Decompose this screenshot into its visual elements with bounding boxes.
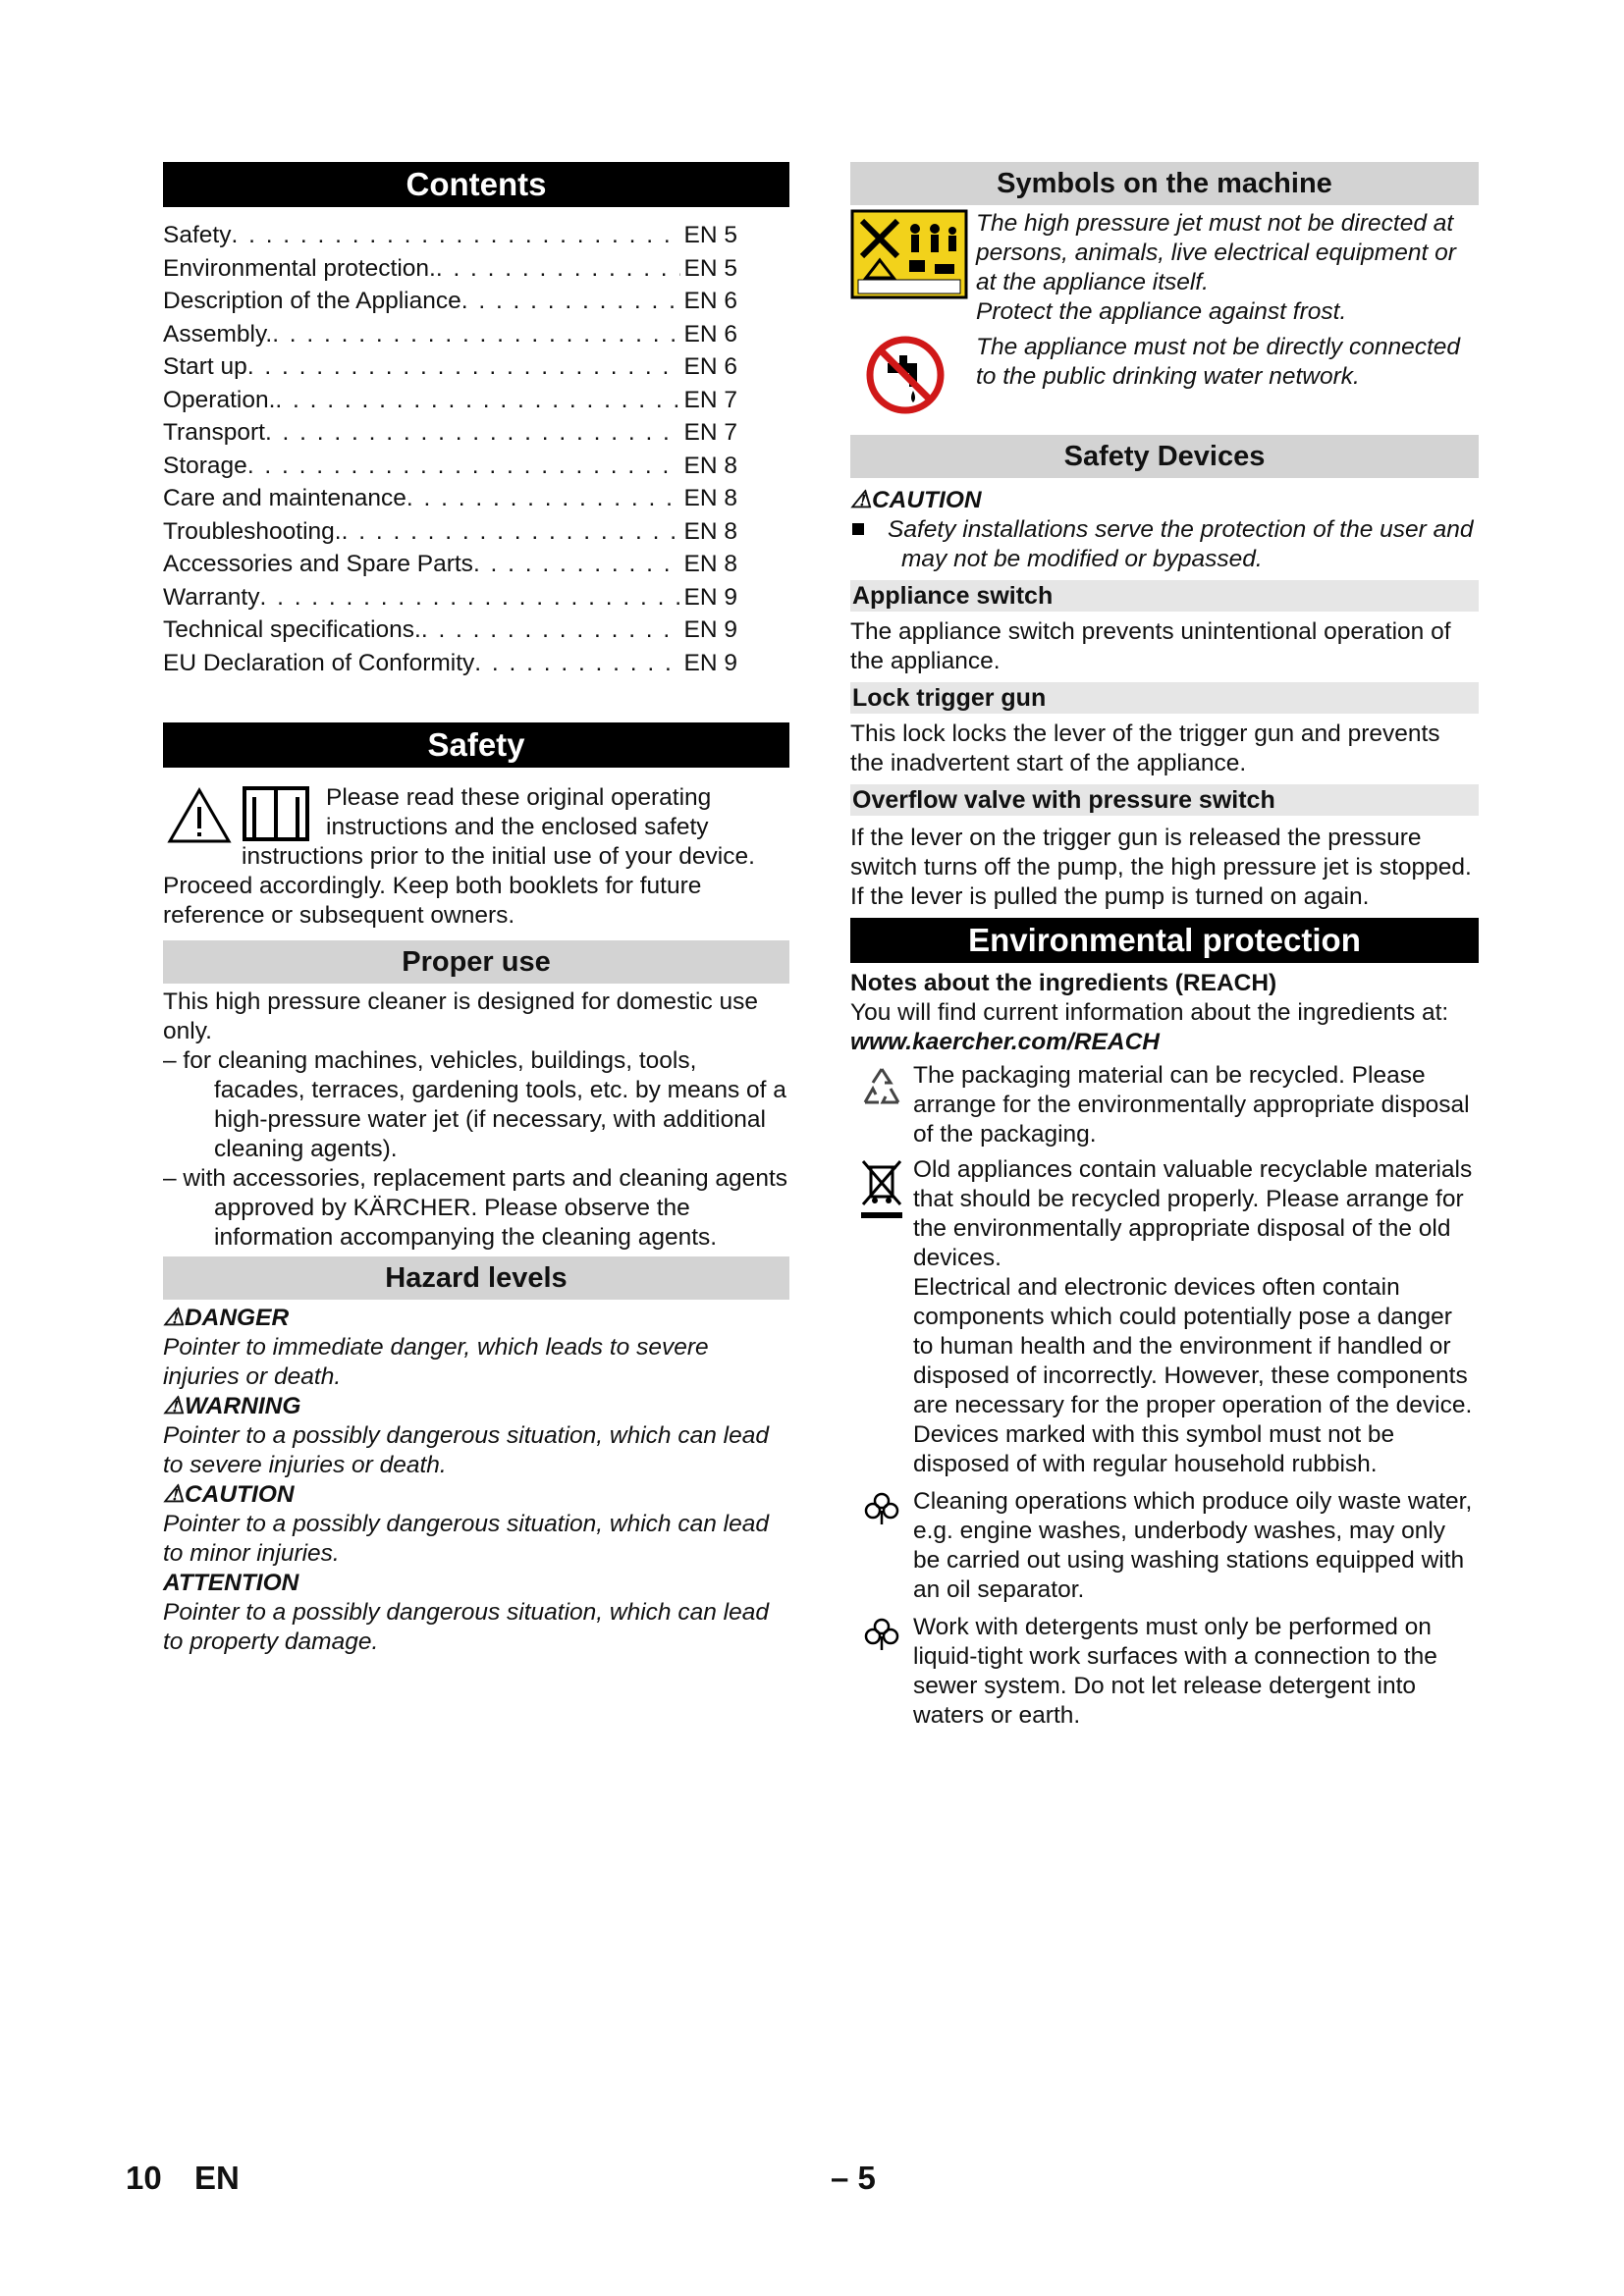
proper-use-heading: Proper use — [163, 940, 789, 984]
contents-heading: Contents — [163, 162, 789, 207]
safety-devices-caution-text: Safety installations serve the protection of the user and may not be modified or bypassed. — [888, 516, 1474, 572]
toc-leader-dots — [231, 219, 679, 252]
safety-devices-caution-item — [850, 515, 1479, 574]
oily-waste-text: Cleaning operations which produce oily waste water, e.g. engine washes, underbody washes, may only be carried out using washing stations equipped with an oil separator. — [913, 1488, 1473, 1603]
warning-triangle-icon — [167, 787, 232, 844]
no-spray-label-icon — [850, 209, 968, 299]
toc-leader-dots — [473, 548, 680, 581]
appliance-switch-text: The appliance switch prevents unintentional operation of the appliance. — [850, 618, 1451, 674]
toc-entry-label: Warranty — [163, 583, 260, 611]
toc-leader-dots — [265, 416, 680, 450]
lock-trigger-gun-heading: Lock trigger gun — [850, 682, 1479, 714]
hazard-levels-heading: Hazard levels — [163, 1256, 789, 1300]
safety-intro-text: Please read these original operating instructions and the enclosed safety instructions prior to the initial use of your device. Proceed accordingly. Keep both booklets for future reference or subsequent owners. — [163, 784, 755, 929]
symbols-heading: Symbols on the machine — [850, 162, 1479, 205]
toc-entry — [163, 647, 737, 680]
warning-text: Pointer to a possibly dangerous situation, which can lead to severe injuries or death. — [163, 1422, 769, 1478]
toc-entry-label: Care and maintenance — [163, 485, 406, 511]
toc-entry-label: Environmental protection. — [163, 254, 436, 282]
toc-entry — [163, 219, 737, 252]
toc-entry-label: Troubleshooting. — [163, 517, 342, 545]
frost-text: Protect the appliance against frost. — [976, 298, 1347, 325]
packaging-row — [850, 1061, 1479, 1149]
detergents-row — [850, 1613, 1479, 1731]
toc-entry-page: EN 5 — [683, 254, 737, 282]
toc-entry-page: EN 9 — [683, 649, 737, 676]
symbols-block — [850, 209, 1479, 421]
toc-entry-page: EN 8 — [683, 452, 737, 479]
toc-leader-dots — [461, 285, 680, 318]
toc-entry-label: Transport — [163, 419, 265, 446]
safety-intro-block — [163, 783, 789, 931]
detergents-text: Work with detergents must only be performed on liquid-tight work surfaces with a connection to the sewer system. Do not let release detergent into waters or earth. — [913, 1614, 1437, 1729]
toc-entry-page: EN 8 — [683, 551, 737, 577]
toc-entry-page: EN 7 — [683, 419, 737, 446]
weee-icon-cell — [850, 1155, 913, 1220]
crossed-out-bin-icon — [857, 1157, 906, 1220]
proper-use-item-1: – for cleaning machines, vehicles, buildings, tools, facades, terraces, gardening tools, etc. by means of a high-pressure water jet (if necessary, with additional cleaning agents). — [163, 1047, 786, 1162]
electrical-devices-text: Electrical and electronic devices often contain components which could potentially pose a danger to human health and the environment if handled or disposed of incorrectly. However, these components are necessary for the proper operation of the device. Devices marked with this symbol must not be disposed of with regular household rubbish. — [913, 1274, 1473, 1477]
toc-entry — [163, 318, 737, 351]
reach-title: Notes about the ingredients (REACH) — [850, 970, 1277, 996]
no-drinking-water-icon — [864, 334, 947, 416]
toc-entry-page: EN 9 — [683, 583, 737, 611]
footer-page-number: 10 — [126, 2160, 162, 2196]
toc-entry — [163, 450, 737, 483]
lock-trigger-gun-text: This lock locks the lever of the trigger gun and prevents the inadvertent start of the appliance. — [850, 721, 1440, 776]
toc-entry-page: EN 9 — [683, 616, 737, 643]
danger-text: Pointer to immediate danger, which leads to severe injuries or death. — [163, 1334, 709, 1390]
overflow-valve-text: If the lever on the trigger gun is released the pressure switch turns off the pump, the high pressure jet is stopped. If the lever is pulled the pump is turned on again. — [850, 825, 1472, 910]
toc-entry — [163, 252, 737, 286]
caution-title: ⚠CAUTION — [163, 1481, 295, 1508]
bullet-square-icon — [852, 523, 864, 535]
old-appliances-row — [850, 1155, 1479, 1479]
toc-entry — [163, 350, 737, 384]
toc-entry-page: EN 8 — [683, 485, 737, 511]
attention-title: ATTENTION — [163, 1570, 299, 1596]
toc-leader-dots — [259, 581, 679, 614]
toc-leader-dots — [247, 450, 680, 483]
toc-entry-label: EU Declaration of Conformity — [163, 649, 475, 676]
recycle-icon — [857, 1063, 906, 1112]
recycle-icon-cell — [850, 1061, 913, 1112]
packaging-text: The packaging material can be recycled. Please arrange for the environmentally appropriate disposal of the packaging. — [913, 1062, 1470, 1148]
right-column — [850, 162, 1479, 1731]
safety-heading: Safety — [163, 722, 789, 768]
toc-entry-page: EN 6 — [683, 320, 737, 347]
proper-use-item-2: – with accessories, replacement parts and cleaning agents approved by KÄRCHER. Please observe the information accompanying the cleaning agents. — [163, 1165, 787, 1251]
table-of-contents — [163, 219, 789, 679]
toc-entry-page: EN 6 — [683, 353, 737, 380]
reach-text: You will find current information about the ingredients at: — [850, 999, 1449, 1026]
old-appliances-texts — [913, 1155, 1479, 1479]
toc-entry — [163, 614, 737, 647]
toc-entry — [163, 515, 737, 549]
left-column — [163, 162, 789, 1657]
footer-center-page: – 5 — [831, 2160, 876, 2196]
toc-entry-page: EN 8 — [683, 517, 737, 545]
overflow-valve-heading: Overflow valve with pressure switch — [850, 784, 1479, 816]
environment-heading: Environmental protection — [850, 918, 1479, 963]
symbols-icons — [850, 209, 976, 421]
toc-entry-page: EN 6 — [683, 288, 737, 314]
hazard-levels-list — [163, 1304, 789, 1657]
toc-leader-dots — [474, 647, 679, 680]
environment-icon-cell-1 — [850, 1487, 913, 1528]
toc-leader-dots — [436, 252, 680, 286]
toc-entry — [163, 581, 737, 614]
attention-text: Pointer to a possibly dangerous situation, which can lead to property damage. — [163, 1599, 769, 1655]
toc-entry-label: Assembly. — [163, 320, 273, 347]
symbols-texts — [976, 209, 1479, 421]
toc-entry-page: EN 5 — [683, 222, 737, 248]
toc-entry-label: Accessories and Spare Parts — [163, 551, 473, 577]
reach-url: www.kaercher.com/REACH — [850, 1029, 1160, 1055]
appliance-switch-heading: Appliance switch — [850, 580, 1479, 612]
toc-leader-dots — [247, 350, 680, 384]
toc-entry — [163, 384, 737, 417]
toc-leader-dots — [421, 614, 680, 647]
toc-leader-dots — [406, 482, 680, 515]
safety-devices-caution-title: ⚠CAUTION — [850, 487, 982, 513]
footer-language: EN — [194, 2160, 240, 2196]
toc-entry-label: Storage — [163, 452, 247, 479]
drinking-water-text: The appliance must not be directly connected to the public drinking water network. — [976, 334, 1461, 390]
toc-entry-label: Description of the Appliance — [163, 288, 461, 314]
toc-entry — [163, 548, 737, 581]
old-appliances-text: Old appliances contain valuable recyclable materials that should be recycled properly. Please arrange for the environmentally appropriate disposal of the old devices. — [913, 1156, 1473, 1271]
oily-waste-row — [850, 1487, 1479, 1605]
toc-leader-dots — [275, 384, 679, 417]
toc-leader-dots — [272, 318, 679, 351]
toc-entry-page: EN 7 — [683, 386, 737, 413]
safety-devices-heading: Safety Devices — [850, 435, 1479, 478]
environment-tree-icon — [862, 1489, 901, 1528]
danger-title: ⚠DANGER — [163, 1305, 290, 1331]
jet-warning-text: The high pressure jet must not be directed at persons, animals, live electrical equipment or at the appliance itself. — [976, 210, 1456, 295]
toc-entry-label: Start up — [163, 353, 247, 380]
caution-text: Pointer to a possibly dangerous situation, which can lead to minor injuries. — [163, 1511, 769, 1567]
environment-tree-icon — [862, 1615, 901, 1654]
toc-entry-label: Operation. — [163, 386, 276, 413]
toc-entry-label: Technical specifications. — [163, 616, 421, 643]
toc-entry — [163, 482, 737, 515]
environment-icon-cell-2 — [850, 1613, 913, 1654]
toc-entry-label: Safety — [163, 222, 232, 248]
read-manual-book-icon — [242, 785, 310, 842]
toc-leader-dots — [342, 515, 680, 549]
toc-entry — [163, 416, 737, 450]
warning-title: ⚠WARNING — [163, 1393, 301, 1419]
toc-entry — [163, 285, 737, 318]
proper-use-intro: This high pressure cleaner is designed for domestic use only. — [163, 988, 759, 1044]
